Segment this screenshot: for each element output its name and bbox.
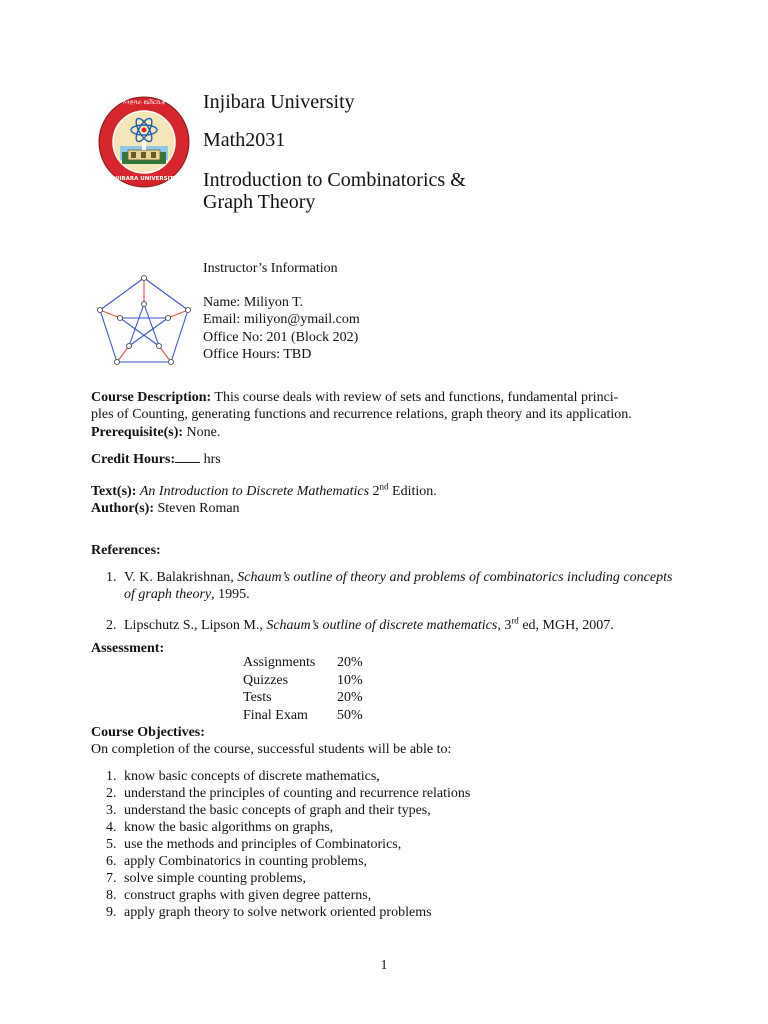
- petersen-graph: [92, 272, 196, 376]
- reference-title-cont: of graph theory: [124, 587, 212, 602]
- objective-item: [106, 870, 470, 887]
- instructor-heading: Instructor’s Information: [203, 261, 338, 276]
- objective-text: know the basic algorithms on graphs,: [124, 820, 334, 835]
- assessment-row: [243, 707, 363, 725]
- logo-top-text: እንጅባራ ዩኒቨርሲቲ: [122, 99, 166, 106]
- objective-item: [106, 768, 470, 785]
- assessment-row: [243, 689, 363, 707]
- reference-number: 1.: [106, 570, 117, 585]
- credit-hours-blank: [175, 449, 200, 463]
- objective-number: 4.: [106, 820, 117, 835]
- objectives-list: [106, 768, 470, 921]
- objectives-heading-text: Course Objectives:: [91, 725, 205, 740]
- credit-hours-label: Credit Hours:: [91, 452, 176, 467]
- reference-item: [106, 617, 672, 634]
- instructor-hours: Office Hours: TBD: [203, 347, 312, 362]
- course-description: [91, 389, 618, 407]
- objective-number: 5.: [106, 837, 117, 852]
- objective-text: understand the principles of counting and recurrence relations: [124, 786, 471, 801]
- credit-hours: [91, 449, 221, 469]
- reference-tail: , 1995.: [211, 587, 250, 602]
- course-code: Math2031: [203, 129, 286, 151]
- reference-number: 2.: [106, 618, 117, 633]
- objective-number: 8.: [106, 888, 117, 903]
- objective-text: apply graph theory to solve network oriented problems: [124, 905, 432, 920]
- assessment-table: [243, 654, 363, 724]
- textbook: [91, 483, 437, 501]
- objective-text: construct graphs with given degree patterns,: [124, 888, 372, 903]
- author-label: Author(s):: [91, 501, 154, 516]
- logo-bottom-text: INJIBARA UNIVERSITY: [110, 176, 178, 182]
- textbook-title: An Introduction to Discrete Mathematics: [139, 484, 370, 499]
- objective-number: 2.: [106, 786, 117, 801]
- assessment-item: Quizzes: [243, 672, 289, 688]
- textbook-edition-num: 2: [372, 484, 380, 499]
- assessment-row: [243, 672, 363, 690]
- prerequisites: [91, 424, 220, 442]
- university-name: Injibara University: [203, 91, 355, 113]
- reference-item: [106, 569, 672, 603]
- objective-number: 9.: [106, 905, 117, 920]
- author: [91, 500, 240, 518]
- reference-edition-sup: rd: [511, 615, 519, 626]
- objective-number: 1.: [106, 769, 117, 784]
- objective-number: 7.: [106, 871, 117, 886]
- assessment-heading-text: Assessment:: [91, 641, 165, 656]
- prerequisites-label: Prerequisite(s):: [91, 425, 184, 440]
- references-heading: [91, 542, 161, 560]
- assessment-weight: 20%: [337, 655, 363, 670]
- assessment-weight: 10%: [337, 672, 363, 688]
- objective-number: 6.: [106, 854, 117, 869]
- objective-text: apply Combinatorics in counting problems,: [124, 854, 368, 869]
- reference-title: Schaum’s outline of theory and problems of combinatorics including concepts: [237, 570, 673, 585]
- reference-title: Schaum’s outline of discrete mathematics: [266, 618, 498, 633]
- objective-text: understand the basic concepts of graph and their types,: [124, 803, 431, 818]
- course-title-line1: Introduction to Combinatorics &: [203, 169, 466, 191]
- textbook-edition-word: Edition.: [392, 484, 437, 499]
- course-description-line1: This course deals with review of sets and functions, fundamental princi-: [214, 390, 619, 405]
- course-title-line2: Graph Theory: [203, 191, 316, 213]
- course-description-line2: ples of Counting, generating functions and recurrence relations, graph theory and its application.: [91, 407, 632, 422]
- instructor-name: Name: Miliyon T.: [203, 295, 304, 310]
- objective-item: [106, 819, 470, 836]
- reference-author: Lipschutz S., Lipson M.,: [124, 618, 263, 633]
- assessment-weight: 50%: [337, 707, 363, 723]
- reference-edition-pre: , 3: [497, 618, 512, 633]
- objective-item: [106, 904, 470, 921]
- objective-text: solve simple counting problems,: [124, 871, 306, 886]
- objective-item: [106, 887, 470, 904]
- reference-edition-post: ed, MGH, 2007.: [518, 618, 614, 633]
- author-name: Steven Roman: [157, 501, 240, 516]
- objective-item: [106, 785, 470, 802]
- credit-hours-unit: hrs: [203, 452, 221, 467]
- assessment-item: Tests: [243, 690, 272, 706]
- textbook-edition-sup: nd: [379, 481, 389, 492]
- assessment-row: [243, 654, 363, 672]
- objective-item: [106, 853, 470, 870]
- assessment-weight: 20%: [337, 690, 363, 706]
- objective-text: use the methods and principles of Combinatorics,: [124, 837, 402, 852]
- course-description-label: Course Description:: [91, 390, 212, 405]
- instructor-office: Office No: 201 (Block 202): [203, 330, 359, 345]
- reference-author: V. K. Balakrishnan,: [124, 570, 234, 585]
- objective-number: 3.: [106, 803, 117, 818]
- page-number: 1: [380, 958, 388, 973]
- university-logo: [98, 96, 190, 188]
- assessment-item: Final Exam: [243, 707, 308, 723]
- references-list: [106, 569, 672, 634]
- objective-text: know basic concepts of discrete mathematics,: [124, 769, 380, 784]
- references-heading-text: References:: [91, 543, 161, 558]
- assessment-heading: [91, 640, 164, 658]
- objective-item: [106, 802, 470, 819]
- objectives-heading: [91, 724, 205, 742]
- objectives-intro: On completion of the course, successful students will be able to:: [91, 742, 452, 757]
- assessment-item: Assignments: [243, 655, 316, 670]
- objective-item: [106, 836, 470, 853]
- textbook-label: Text(s):: [91, 484, 137, 499]
- prerequisites-value: None.: [186, 425, 221, 440]
- instructor-email: Email: miliyon@ymail.com: [203, 312, 360, 327]
